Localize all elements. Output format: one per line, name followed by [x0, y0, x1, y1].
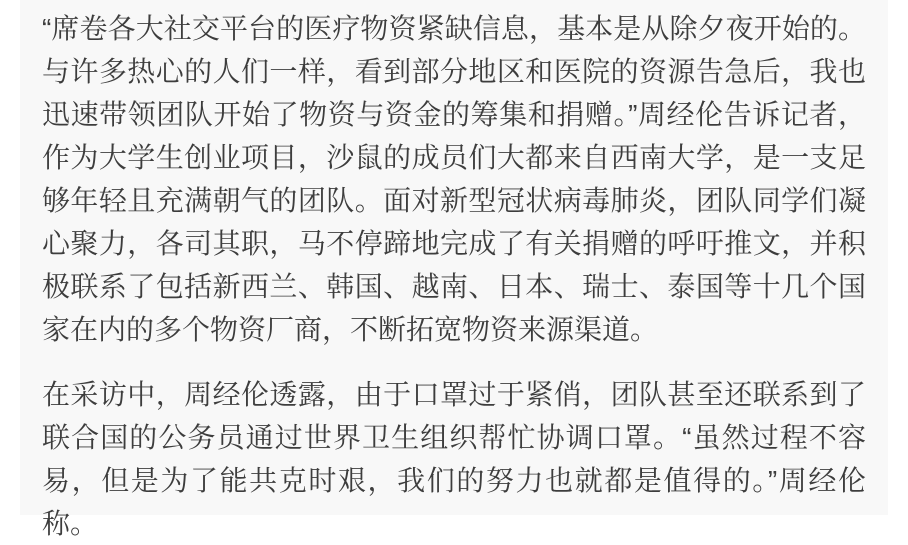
article-content-area: [20, 0, 888, 539]
article-paragraph-2: 在采访中，周经伦透露，由于口罩过于紧俏，团队甚至还联系到了联合国的公务员通过世界卫生组织帮忙协调口罩。“虽然过程不容易，但是为了能共克时艰，我们的努力也就都是值得的。”周经伦称。: [42, 379, 866, 539]
article-paragraph-1: “席卷各大社交平台的医疗物资紧缺信息，基本是从除夕夜开始的。与许多热心的人们一样，看到部分地区和医院的资源告急后，我也迅速带领团队开始了物资与资金的筹集和捐赠。”周经伦告诉记者，作为大学生创业项目，沙鼠的成员们大都来自西南大学，是一支足够年轻且充满朝气的团队。面对新型冠状病毒肺炎，团队同学们凝心聚力，各司其职，马不停蹄地完成了有关捐赠的呼吁推文，并积极联系了包括新西兰、韩国、越南、日本、瑞士、泰国等十几个国家在内的多个物资厂商，不断拓宽物资来源渠道。: [42, 13, 866, 345]
